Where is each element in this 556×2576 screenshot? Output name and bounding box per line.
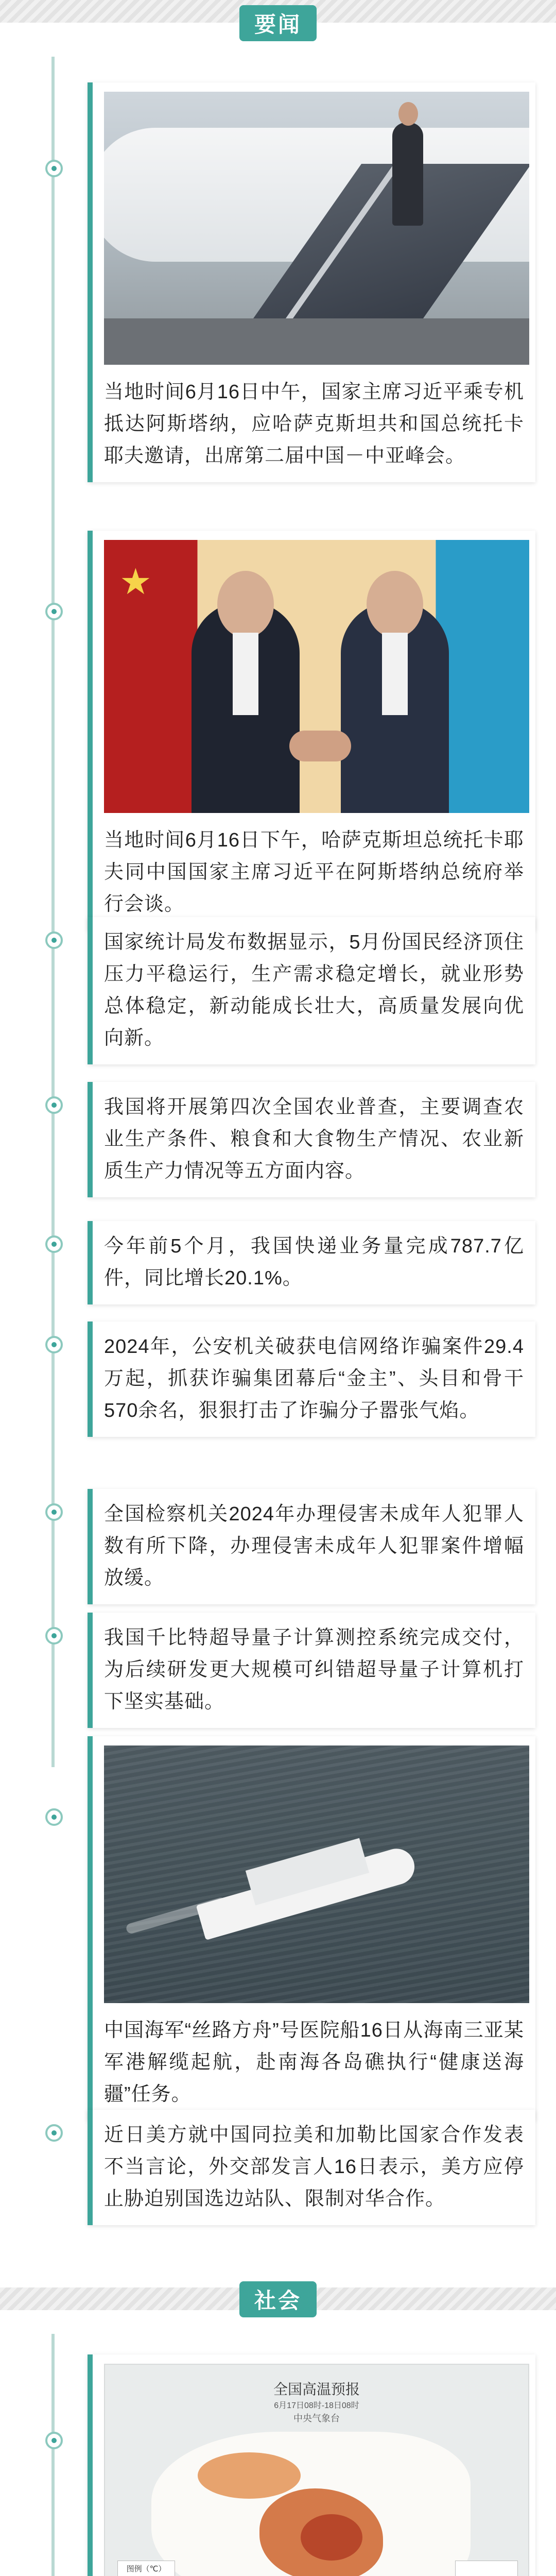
news-text: 我国千比特超导量子计算测控系统完成交付，为后续研发更大规模可纠错超导量子计算机打下坚实基础。 [104, 1627, 524, 1713]
timeline-dot-icon [45, 1336, 63, 1353]
news-item [88, 1221, 535, 1304]
news-text: 中国海军“丝路方舟”号医院船16日从海南三亚某军港解缆起航，赴南海各岛礁执行“健康送海疆”任务。 [104, 2020, 524, 2105]
news-item [88, 1613, 535, 1728]
news-text: 今年前5个月，我国快递业务量完成787.7亿件，同比增长20.1%。 [104, 1235, 524, 1289]
heat-forecast-map [104, 2364, 529, 2576]
timeline-dot-icon [45, 1235, 63, 1253]
news-item [88, 2110, 535, 2225]
news-card[interactable] [88, 2354, 535, 2576]
news-card[interactable] [88, 531, 535, 930]
timeline-dot-icon [45, 1503, 63, 1521]
timeline-dot-icon [45, 1096, 63, 1114]
timeline-dot-icon [45, 1627, 63, 1645]
news-text: 当地时间6月16日下午，哈萨克斯坦总统托卡耶夫同中国国家主席习近平在阿斯塔纳总统府举行会谈。 [104, 829, 524, 915]
map-title: 全国高温预报 [273, 2381, 360, 2398]
map-legend [117, 2561, 175, 2576]
timeline-dot-icon [45, 931, 63, 949]
news-item [88, 1321, 535, 1437]
section-title-top-news: 要闻 [239, 5, 317, 41]
timeline-dot-icon [45, 2124, 63, 2142]
news-card[interactable] [88, 1221, 535, 1304]
timeline-line [51, 2334, 55, 2576]
timeline-dot-icon [45, 160, 63, 177]
news-card[interactable] [88, 1613, 535, 1728]
news-card[interactable] [88, 1489, 535, 1604]
news-item [88, 531, 535, 930]
timeline-dot-icon [45, 2432, 63, 2449]
news-card[interactable] [88, 2110, 535, 2225]
timeline-dot-icon [45, 1808, 63, 1826]
news-text: 国家统计局发布数据显示，5月份国民经济顶住压力平稳运行，生产需求稳定增长，就业形势总体稳定，新动能成长壮大，高质量发展向优向新。 [104, 931, 524, 1049]
news-text: 近日美方就中国同拉美和加勒比国家合作发表不当言论，外交部发言人16日表示，美方应停止胁迫别国选边站队、限制对华合作。 [104, 2124, 524, 2210]
news-item [88, 82, 535, 482]
map-inset [455, 2561, 518, 2576]
news-text: 2024年，公安机关破获电信网络诈骗案件29.4万起，抓获诈骗集团幕后“金主”、头目和骨干570余名，狠狠打击了诈骗分子嚣张气焰。 [104, 1336, 524, 1421]
news-item [88, 917, 535, 1064]
news-card[interactable] [88, 1736, 535, 2121]
news-card[interactable] [88, 917, 535, 1064]
news-card[interactable] [88, 1321, 535, 1437]
news-item [88, 2354, 535, 2576]
news-text: 全国检察机关2024年办理侵害未成年人犯罪人数有所下降，办理侵害未成年人犯罪案件增幅放缓。 [104, 1503, 524, 1589]
photo-handshake-meeting: ★ [104, 540, 529, 813]
photo-hospital-ship [104, 1745, 529, 2003]
news-card[interactable] [88, 82, 535, 482]
news-card[interactable] [88, 1082, 535, 1197]
news-item [88, 1082, 535, 1197]
news-item [88, 1736, 535, 2121]
news-item [88, 1489, 535, 1604]
map-legend-title: 图例（℃） [126, 2565, 166, 2573]
map-source: 中央气象台 [293, 2413, 340, 2424]
photo-airport-arrival [104, 92, 529, 365]
map-subtitle: 6月17日08时-18日08时 [274, 2401, 359, 2410]
news-text: 当地时间6月16日中午，国家主席习近平乘专机抵达阿斯塔纳，应哈萨克斯坦共和国总统托卡耶夫邀请，出席第二届中国－中亚峰会。 [104, 381, 524, 467]
timeline-dot-icon [45, 603, 63, 620]
section-title-society: 社会 [239, 2281, 317, 2317]
news-text: 我国将开展第四次全国农业普查，主要调查农业生产条件、粮食和大食物生产情况、农业新质生产力情况等五方面内容。 [104, 1096, 524, 1182]
